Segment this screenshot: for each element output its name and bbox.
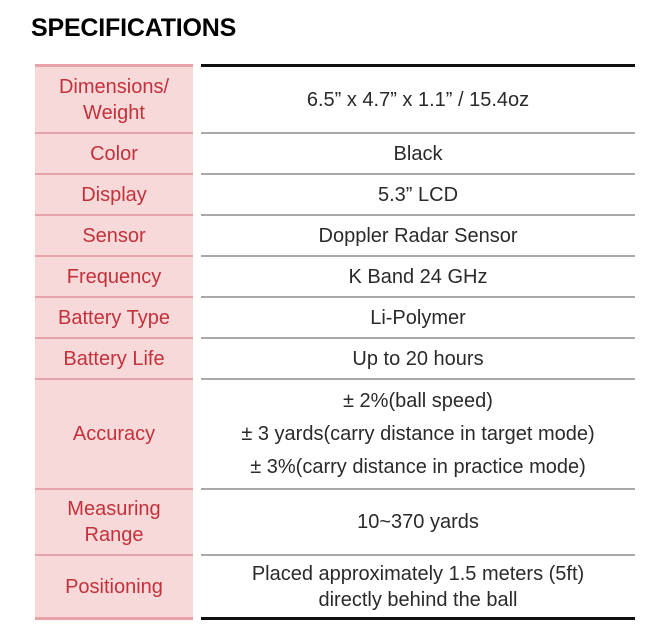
spec-label: Sensor <box>35 214 193 255</box>
spec-value: 10~370 yards <box>201 488 635 554</box>
spec-label: Dimensions/ Weight <box>35 64 193 132</box>
spec-value: Placed approximately 1.5 meters (5ft) directly behind the ball <box>201 554 635 620</box>
spec-label: Color <box>35 132 193 173</box>
spec-row-dimensions-weight <box>35 64 635 132</box>
spec-row-frequency <box>35 255 635 296</box>
spec-value: 5.3” LCD <box>201 173 635 214</box>
specifications-table <box>35 64 635 620</box>
spec-value-line: ± 3 yards(carry distance in target mode) <box>241 422 595 445</box>
spec-row-positioning <box>35 554 635 620</box>
spec-row-accuracy <box>35 378 635 488</box>
spec-label: Battery Type <box>35 296 193 337</box>
spec-label: Accuracy <box>35 378 193 488</box>
spec-value-line: ± 3%(carry distance in practice mode) <box>250 455 586 478</box>
spec-label: Battery Life <box>35 337 193 378</box>
spec-value: Black <box>201 132 635 173</box>
spec-row-color <box>35 132 635 173</box>
spec-value: Doppler Radar Sensor <box>201 214 635 255</box>
spec-value: Li-Polymer <box>201 296 635 337</box>
spec-value <box>201 378 635 488</box>
spec-label: Frequency <box>35 255 193 296</box>
spec-value: K Band 24 GHz <box>201 255 635 296</box>
spec-row-sensor <box>35 214 635 255</box>
spec-row-battery-type <box>35 296 635 337</box>
spec-value: 6.5” x 4.7” x 1.1” / 15.4oz <box>201 64 635 132</box>
spec-row-measuring-range <box>35 488 635 554</box>
spec-label: Positioning <box>35 554 193 620</box>
page-title: SPECIFICATIONS <box>31 14 237 42</box>
spec-value-line: ± 2%(ball speed) <box>343 389 493 412</box>
spec-row-battery-life <box>35 337 635 378</box>
spec-value: Up to 20 hours <box>201 337 635 378</box>
spec-label: Measuring Range <box>35 488 193 554</box>
spec-label: Display <box>35 173 193 214</box>
spec-row-display <box>35 173 635 214</box>
